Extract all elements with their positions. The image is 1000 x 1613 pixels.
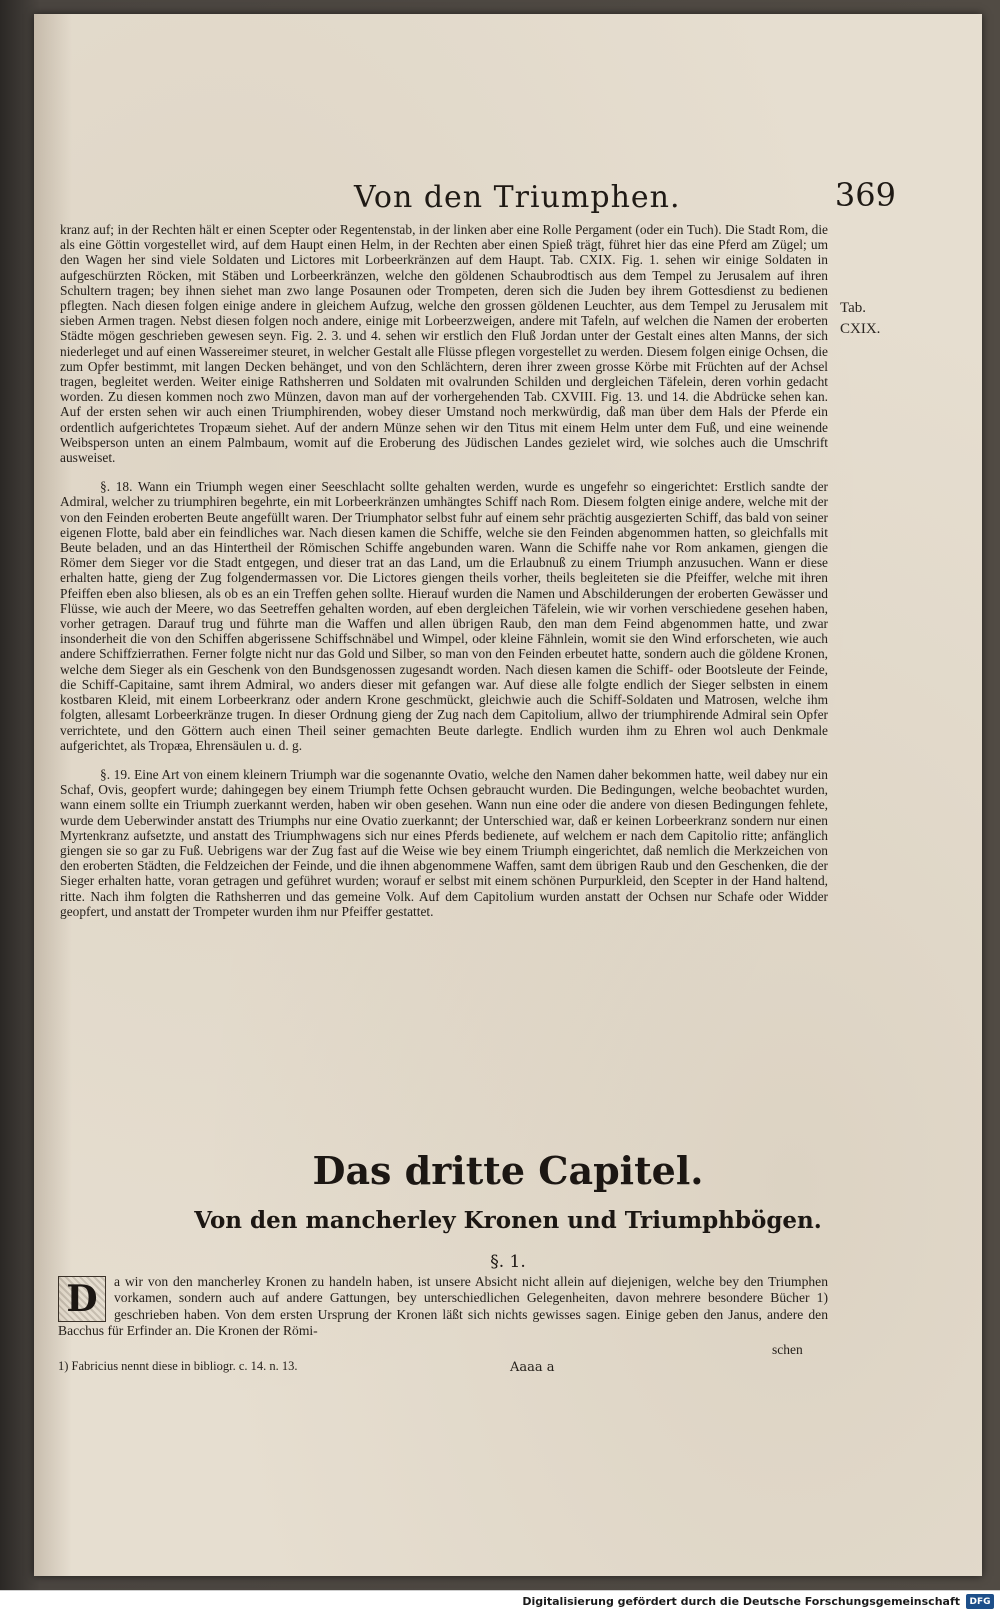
section-mark: §. 1. xyxy=(490,1252,526,1272)
catchword: schen xyxy=(772,1342,803,1357)
printer-signature: Aaaa a xyxy=(510,1360,555,1375)
digitization-footer xyxy=(0,1590,1000,1613)
body-text xyxy=(60,222,828,933)
drop-cap-initial: D xyxy=(58,1276,106,1322)
margin-note-line-2: CXIX. xyxy=(840,321,881,337)
footnote: 1) Fabricius nennt diese in bibliogr. c. 14. n. 13. xyxy=(58,1359,298,1373)
paragraph-continued: kranz auf; in der Rechten hält er einen Scepter oder Regentenstab, in der linken aber eine Rolle Pergament (oder ein Tuch). Die Stadt Rom, die als eine Göttin vorgestellet wird, auf dem Haupt einen Helm, in der Rechten aber einen Spieß trägt, führet hier das eine Pferd am Zügel; um den Wagen her sind viele Soldaten und Lictores mit Lorbeerkränzen auf dem Haupt. Tab. CXIX. Fig. 1. sehen wir einige Soldaten in aufgeschürzten Röcken, mit Stäben und Lorbeerkränzen, welche den göldenen Schaubrodtisch aus dem Tempel zu Jerusalem auf ihren Schultern tragen; bey ihnen siehet man zwo lange Posaunen oder Trompeten, deren sich die Juden bey ihrem Gottesdienst zu bedienen pflegten. Nach diesen folgen einige andere in gleichem Aufzug, welche den grossen göldenen Leuchter, aus dem Tempel zu Jerusalem mit sieben Armen tragen. Nebst diesen folgen noch andere, einige mit Lorbeerzweigen, andere mit Tafeln, auf welchen die Namen der eroberten Städte mögen geschrieben gewesen seyn. Fig. 2. 3. und 4. sehen wir erstlich den Fluß Jordan unter der Gestalt eines alten Manns, der sich niederleget und auf einen Wassereimer steuret, in welcher Gestalt alle Flüsse pflegen vorgestellet zu werden. Diesem folgen einige Ochsen, die zum Opfer bestimmt, mit langen Decken behänget, und von den Schlächtern, deren ihrer zween grosse Körbe mit Früchten auf der Achsel tragen, begleitet werden. Weiter einige Rathsherren und Soldaten mit ovalrunden Schilden und dergleichen Täfelein, deren vorhin gedacht worden. Zu diesen kommen noch zwo Münzen, davon man auf der vorhergehenden Tab. CXVIII. Fig. 13. und 14. die Abdrücke sehen kan. Auf der ersten sehen wir auch einen Triumphirenden, wobey dieser Umstand noch merkwürdig, daß man über dem Hals der Pferde ein ordentlich aufgerichtetes Tropæum siehet. Auf der andern Münze sehen wir den Titus mit einem Helm unter dem Fuß, und eine weinende Weibsperson unten an einem Palmbaum, womit auf die Eroberung des Jüdischen Landes gezielet wird, wie solches auch die Umschrift ausweiset. xyxy=(60,222,828,466)
running-title: Von den Triumphen. xyxy=(354,180,681,215)
paragraph-section-18: §. 18. Wann ein Triumph wegen einer Seeschlacht sollte gehalten werden, wurde es ungefehr so eingerichtet: Erstlich sandte der Admiral, welcher zu triumphiren begehrte, ein mit Lorbeerkränzen umhängtes Schiff nach Rom. Diesem folgten einige andere, welche mit der von den Feinden eroberten Beute angefüllt waren. Der Triumphator selbst fuhr auf einem sehr prächtig ausgezierten Schiff, das bald von seiner eigenen Flotte, bald aber ein feindliches war. Nach diesen kamen die Schiffe, welche sie den Feinden abgenommen hatten, so gleichfalls mit Beute beladen, und an das Hintertheil der Römischen Schiffe angebunden waren. Wann die Schiffe nahe vor Rom ankamen, giengen die Römer dem Sieger vor die Stadt entgegen, und dieser trat an das Land, um die Erlaubnuß zu einem Triumph anzusuchen. Wann er diese erhalten hatte, gieng der Zug folgendermassen vor. Die Lictores giengen theils vorher, theils begleiteten sie die Pfeiffer, welche mit ihren Pfeiffen eben also bliesen, als ob es an ein Treffen gehen sollte. Hierauf wurden die Namen und Abschilderungen der eroberten Gewässer und Flüsse, wie auch der Meere, wo das Seetreffen gehalten worden, auf eben dergleichen Täfelein, wie wir vorhen verschiedene gesehen haben, vorher getragen. Darauf trug und führte man die Waffen und allen übrigen Raub, den man dem Feind abgenommen hatte, und zwar insonderheit die von den Schiffen abgerissene Schiffschnäbel und Wimpel, oder kleine Fähnlein, womit sie den Wind erforscheten, wie auch andere Schiffzierrathen. Ferner folgte nicht nur das Gold und Silber, so man von den Feinden erbeutet hatte, sondern auch die göldene Kronen, welche dem Sieger als ein Geschenk von den Bundsgenossen zugesandt worden. Nach diesen kamen die Schiff- oder Bootsleute der Feinde, die Schiff-Capitaine, samt ihrem Admiral, wo anders dieser mit gefangen war. Auf diese alle folgte endlich der Sieger selbsten in einem kostbaren Kleid, mit einem Lorbeerkranz oder andern Krone geschmückt, gleichwie auch die Schiff-Soldaten und Matrosen, welche ihm folgten, allesamt Lorbeerkränze trugen. In dieser Ordnung gieng der Zug nach dem Capitolium, allwo der triumphirende Admiral sein Opfer verrichtete, und den Göttern auch einen Theil seiner gemachten Beute darlegte. Endlich wurden ihm zu Ehren wol auch Denkmale aufgerichtet, als Tropæa, Ehrensäulen u. d. g. xyxy=(60,479,828,753)
paragraph-section-19: §. 19. Eine Art von einem kleinern Triumph war die sogenannte Ovatio, welche den Namen daher bekommen hatte, weil dabey nur ein Schaf, Ovis, geopfert wurde; dahingegen bey einem Triumph fette Ochsen gebraucht wurden. Die Bedingungen, welche beobachtet wurden, wann einem sollte ein Triumph zuerkannt werden, haben wir oben gesehen. Wann nun eine oder die andere von diesen Bedingungen fehlete, wurde dem Ueberwinder anstatt des Triumphs nur eine Ovatio zuerkannt; der Unterschied war, daß er keinen Lorbeerkranz sondern nur einen Myrtenkranz aufsetzte, und anstatt des Triumphwagens sich nur eines Pferds bedienete, auf welchem er nach dem Capitolio ritte; anfänglich giengen sie so gar zu Fuß. Uebrigens war der Zug fast auf die Weise wie bey einem Triumph eingerichtet, daß nemlich die Merkzeichen von den eroberten Städten, die Feldzeichen der Feinde, und die ihnen abgenommene Waffen, samt dem übrigen Raub und den Geschenken, die der Sieger erhalten hatte, voran getragen und geführet wurden; worauf er selbst mit einem schönen Purpurkleid, den Scepter in der Hand haltend, ritte. Nach ihm folgten die Rathsherren und das gemeine Volk. Auf dem Capitolium wurden anstatt der Ochsen nur Schafe oder Widder geopfert, und anstatt der Trompeter wurden ihm nur Pfeiffer gestattet. xyxy=(60,766,828,919)
dfg-logo-icon: DFG xyxy=(966,1594,994,1609)
chapter-subtitle: Von den mancherley Kronen und Triumphbögen. xyxy=(194,1207,822,1234)
chapter-opening-text: a wir von den mancherley Kronen zu handeln haben, ist unsere Absicht nicht allein auf diejenigen, welche bey den Triumphen vorkamen, sondern auch auf andere Gattungen, bey unterschiedlichen Gelegenheiten, davon mehrere besondere Bücher 1) geschrieben haben. Von dem ersten Ursprung der Kronen läßt sich nichts gewisses sagen. Einige geben den Janus, andere den Bacchus für Erfinder an. Die Kronen der Römi- xyxy=(58,1274,828,1339)
page-number: 369 xyxy=(834,176,896,214)
chapter-title: Das dritte Capitel. xyxy=(312,1148,704,1193)
book-page xyxy=(34,14,982,1576)
margin-note-line-1: Tab. xyxy=(840,300,867,316)
chapter-opening-paragraph xyxy=(58,1274,828,1340)
running-header xyxy=(314,176,896,220)
margin-note xyxy=(840,298,900,340)
footer-credit-text: Digitalisierung gefördert durch die Deutsche Forschungsgemeinschaft xyxy=(522,1595,960,1608)
